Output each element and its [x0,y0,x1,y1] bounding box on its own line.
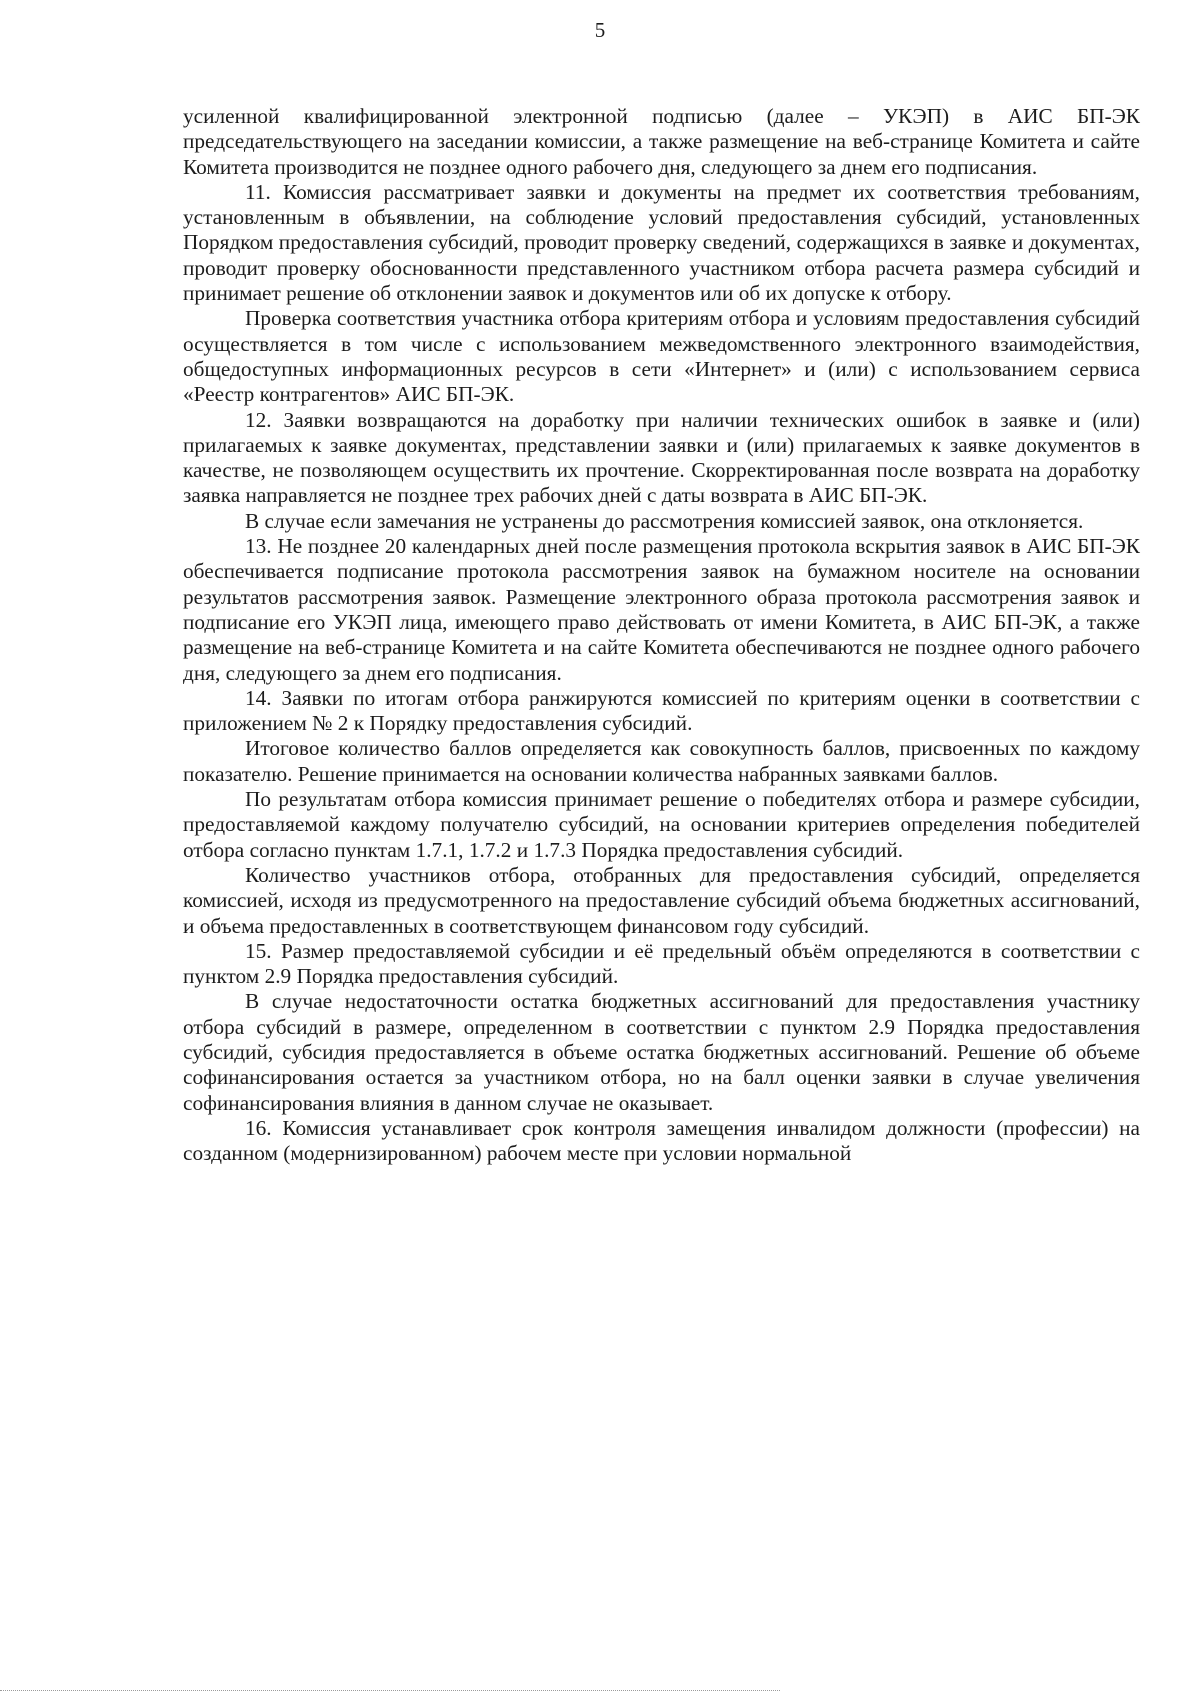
paragraph-participants-count: Количество участников отбора, отобранных для предоставления субсидий, определяется комиссией, исходя из предусмотренного на предоставление субсидий объема бюджетных ассигнований, и объема предоставленных в соответствующем финансовом году субсидий. [183,862,1140,938]
paragraph-rejection: В случае если замечания не устранены до рассмотрения комиссией заявок, она отклоняется. [245,508,1084,533]
paragraph-item-11: 11. Комиссия рассматривает заявки и документы на предмет их соответствия требованиям, установленным в объявлении, на соблюдение условий предоставления субсидий, установленных Порядком предоставления субсидий, проводит проверку сведений, содержащихся в заявке и документах, проводит проверку обоснованности представленного участником отбора расчета размера субсидий и принимает решение об отклонении заявок и документов или об их допуске к отбору. [183,179,1140,306]
paragraph-verification: Проверка соответствия участника отбора критериям отбора и условиям предоставления субсидий осуществляется в том числе с использованием межведомственного электронного взаимодействия, общедоступных информационных ресурсов в сети «Интернет» и (или) с использованием сервиса «Реестр контрагентов» АИС БП-ЭК. [183,306,1140,407]
page-number: 5 [594,18,606,42]
paragraph-item-16: 16. Комиссия устанавливает срок контроля замещения инвалидом должности (профессии) на созданном (модернизированном) рабочем месте при условии нормальной [183,1115,1140,1166]
paragraph-item-12: 12. Заявки возвращаются на доработку при наличии технических ошибок в заявке и (или) прилагаемых к заявке документах, представлении заявки и (или) прилагаемых к заявке документов в качестве, не позволяющем осуществить их прочтение. Скорректированная после возврата на доработку заявка направляется не позднее трех рабочих дней с даты возврата в АИС БП-ЭК. [183,407,1140,508]
paragraph-continuation: усиленной квалифицированной электронной подписью (далее – УКЭП) в АИС БП-ЭК председательствующего на заседании комиссии, а также размещение на веб-странице Комитета и сайте Комитета производится не позднее одного рабочего дня, следующего за днем его подписания. [183,104,1140,179]
paragraph-item-13: 13. Не позднее 20 календарных дней после размещения протокола вскрытия заявок в АИС БП-ЭК обеспечивается подписание протокола рассмотрения заявок на бумажном носителе на основании результатов рассмотрения заявок. Размещение электронного образа протокола рассмотрения заявок и подписание его УКЭП лица, имеющего право действовать от имени Комитета, в АИС БП-ЭК, а также размещение на веб-странице Комитета и на сайте Комитета обеспечиваются не позднее одного рабочего дня, следующего за днем его подписания. [183,534,1140,685]
paragraph-winners: По результатам отбора комиссия принимает решение о победителях отбора и размере субсидии, предоставляемой каждому получателю субсидий, на основании критериев определения победителей отбора согласно пунктам 1.7.1, 1.7.2 и 1.7.3 Порядка предоставления субсидий. [183,787,1140,862]
paragraph-item-15: 15. Размер предоставляемой субсидии и её предельный объём определяются в соответствии с пунктом 2.9 Порядка предоставления субсидий. [183,938,1140,989]
paragraph-total-score: Итоговое количество баллов определяется как совокупность баллов, присвоенных по каждому показателю. Решение принимается на основании количества набранных заявками баллов. [183,736,1140,786]
document-body [183,104,1140,1166]
paragraph-item-14: 14. Заявки по итогам отбора ранжируются комиссией по критериям оценки в соответствии с приложением № 2 к Порядку предоставления субсидий. [183,685,1140,736]
paragraph-insufficient-funds: В случае недостаточности остатка бюджетных ассигнований для предоставления участнику отбора субсидий в размере, определенном в соответствии с пунктом 2.9 Порядка предоставления субсидий, субсидия предоставляется в объеме остатка бюджетных ассигнований. Решение об объеме софинансирования остается за участником отбора, но на балл оценки заявки в случае увеличения софинансирования влияния в данном случае не оказывает. [183,989,1140,1115]
scan-artifact-line [0,1690,780,1691]
